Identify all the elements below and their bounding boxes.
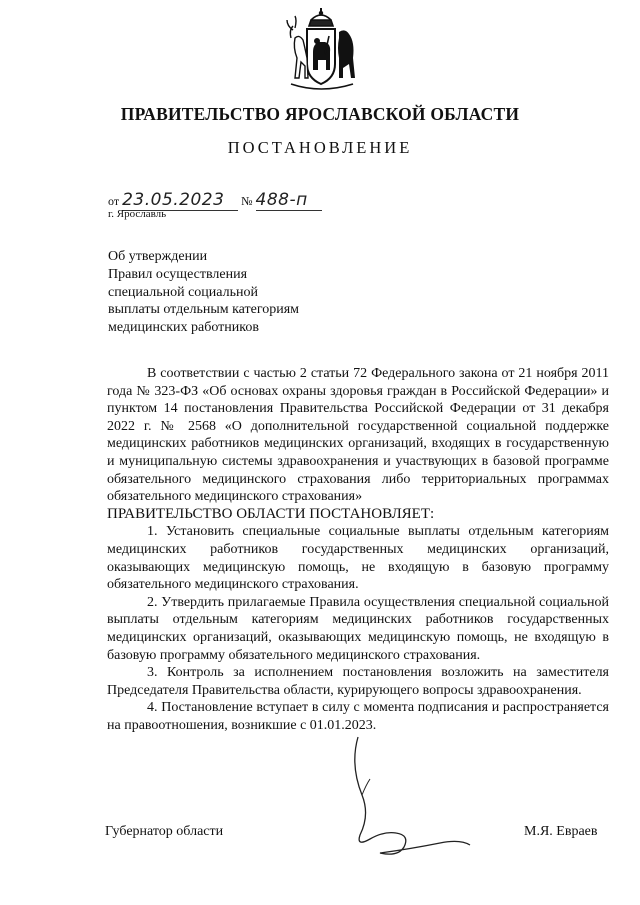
subject-line: специальной социальной — [108, 284, 258, 300]
item-paragraph: 1. Установить специальные социальные выплаты отдельным категориям медицинских работников государственных медицинских организаций, оказывающих медицинскую помощь, не входящую в базовую программу обязательного медицинского страхования. — [107, 524, 609, 593]
signatory-name: М.Я. Евраев — [524, 824, 598, 839]
document-type: ПОСТАНОВЛЕНИЕ — [227, 138, 413, 157]
resolves-heading: ПРАВИТЕЛЬСТВО ОБЛАСТИ ПОСТАНОВЛЯЕТ: — [107, 505, 435, 522]
government-name: ПРАВИТЕЛЬСТВО ЯРОСЛАВСКОЙ ОБЛАСТИ — [120, 104, 520, 124]
subject-line: медицинских работников — [108, 320, 259, 336]
subject-block — [108, 248, 428, 337]
coat-of-arms-emblem — [283, 8, 359, 98]
number-label: № — [241, 194, 253, 208]
item-paragraph: 2. Утвердить прилагаемые Правила осуществления специальной социальной выплаты отдельным категориям медицинских работников государственных медицинских организаций, оказывающих медицинскую помощь, не входящую в базовую программу обязательного медицинского страхования. — [107, 594, 609, 663]
handwritten-signature — [300, 735, 480, 865]
subject-line: Правил осуществления — [108, 266, 248, 282]
subject-line: Об утверждении — [108, 249, 208, 264]
document-body — [107, 365, 609, 734]
item-paragraph: 3. Контроль за исполнением постановления возложить на заместителя Председателя Правительства области, курирующего вопросы здравоохранения. — [107, 665, 609, 698]
signatory-position: Губернатор области — [105, 824, 224, 839]
document-number: 488-п — [256, 190, 322, 211]
from-label: от — [108, 194, 120, 208]
subject-line: выплаты отдельным категориям — [108, 302, 300, 318]
item-paragraph: 4. Постановление вступает в силу с момента подписания и распространяется на правоотношения, возникшие с 01.01.2023. — [107, 700, 609, 733]
preamble-paragraph: В соответствии с частью 2 статьи 72 Федерального закона от 21 ноября 2011 года № 323-ФЗ «Об основах охраны здоровья граждан в Российской Федерации» и пунктом 14 постановления Правительства Российской Федерации от 31 декабря 2022 г. № 2568 «О дополнительной государственной социальной поддержке медицинских работников медицинских организаций, входящих в государственную и муниципальную системы здравоохранения и участвующих в базовой программе обязательного медицинского страхования либо территориальных программах обязательного медицинского страхования» — [107, 366, 609, 505]
document-date: 23.05.2023 — [122, 190, 238, 211]
city: г. Ярославль — [108, 208, 167, 220]
